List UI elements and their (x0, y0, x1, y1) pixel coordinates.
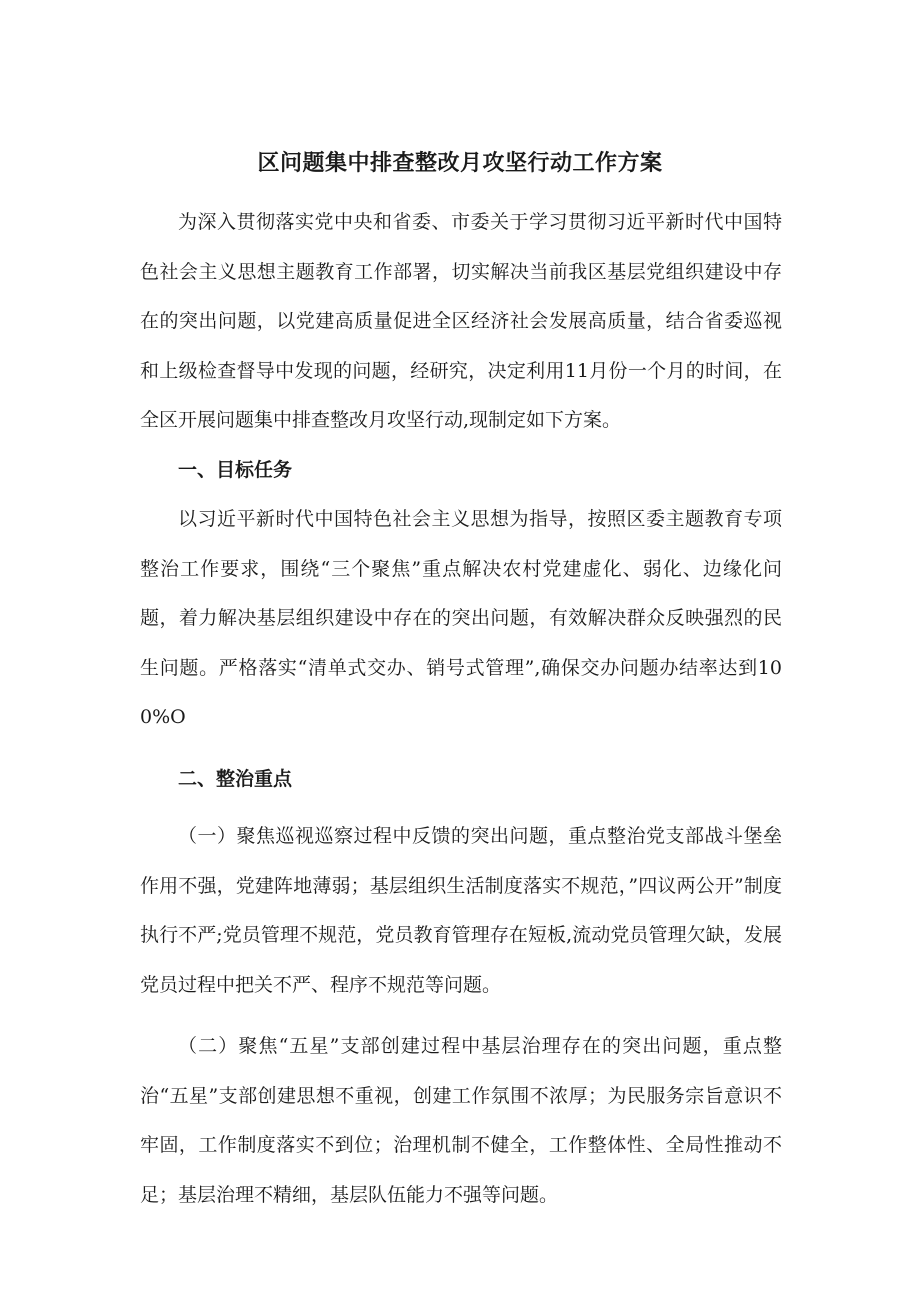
section-heading-goals: 一、目标任务 (178, 458, 293, 481)
intro-paragraph: 为深入贯彻落实党中央和省委、市委关于学习贯彻习近平新时代中国特色社会主义思想主题教育工作部署，切实解决当前我区基层党组织建设中存在的突出问题，以党建高质量促进全区经济社会发展高质量，结合省委巡视和上级检查督导中发现的问题，经研究，决定利用11月份一个月的时间，在全区开展问题集中排查整改月攻坚行动,现制定如下方案。 (140, 211, 782, 431)
goals-paragraph: 以习近平新时代中国特色社会主义思想为指导，按照区委主题教育专项整治工作要求，围绕“三个聚焦”重点解决农村党建虚化、弱化、边缘化问题，着力解决基层组织建设中存在的突出问题，有效解决群众反映强烈的民生问题。严格落实“清单式交办、销号式管理”,确保交办问题办结率达到100%O (140, 508, 782, 728)
focus-item-2-paragraph: （二）聚焦“五星”支部创建过程中基层治理存在的突出问题，重点整治“五星”支部创建思想不重视，创建工作氛围不浓厚；为民服务宗旨意识不牢固，工作制度落实不到位；治理机制不健全，工作整体性、全局性推动不足；基层治理不精细，基层队伍能力不强等问题。 (140, 1035, 782, 1206)
document-body (140, 198, 782, 1220)
section-heading-focus: 二、整治重点 (178, 767, 293, 790)
focus-item-1-paragraph: （一）聚焦巡视巡察过程中反馈的突出问题，重点整治党支部战斗堡垒作用不强，党建阵地薄弱；基层组织生活制度落实不规范，”四议两公开”制度执行不严;党员管理不规范，党员教育管理存在短板,流动党员管理欠缺，发展党员过程中把关不严、程序不规范等问题。 (140, 825, 782, 996)
document-title: 区问题集中排查整改月攻坚行动工作方案 (257, 151, 663, 176)
